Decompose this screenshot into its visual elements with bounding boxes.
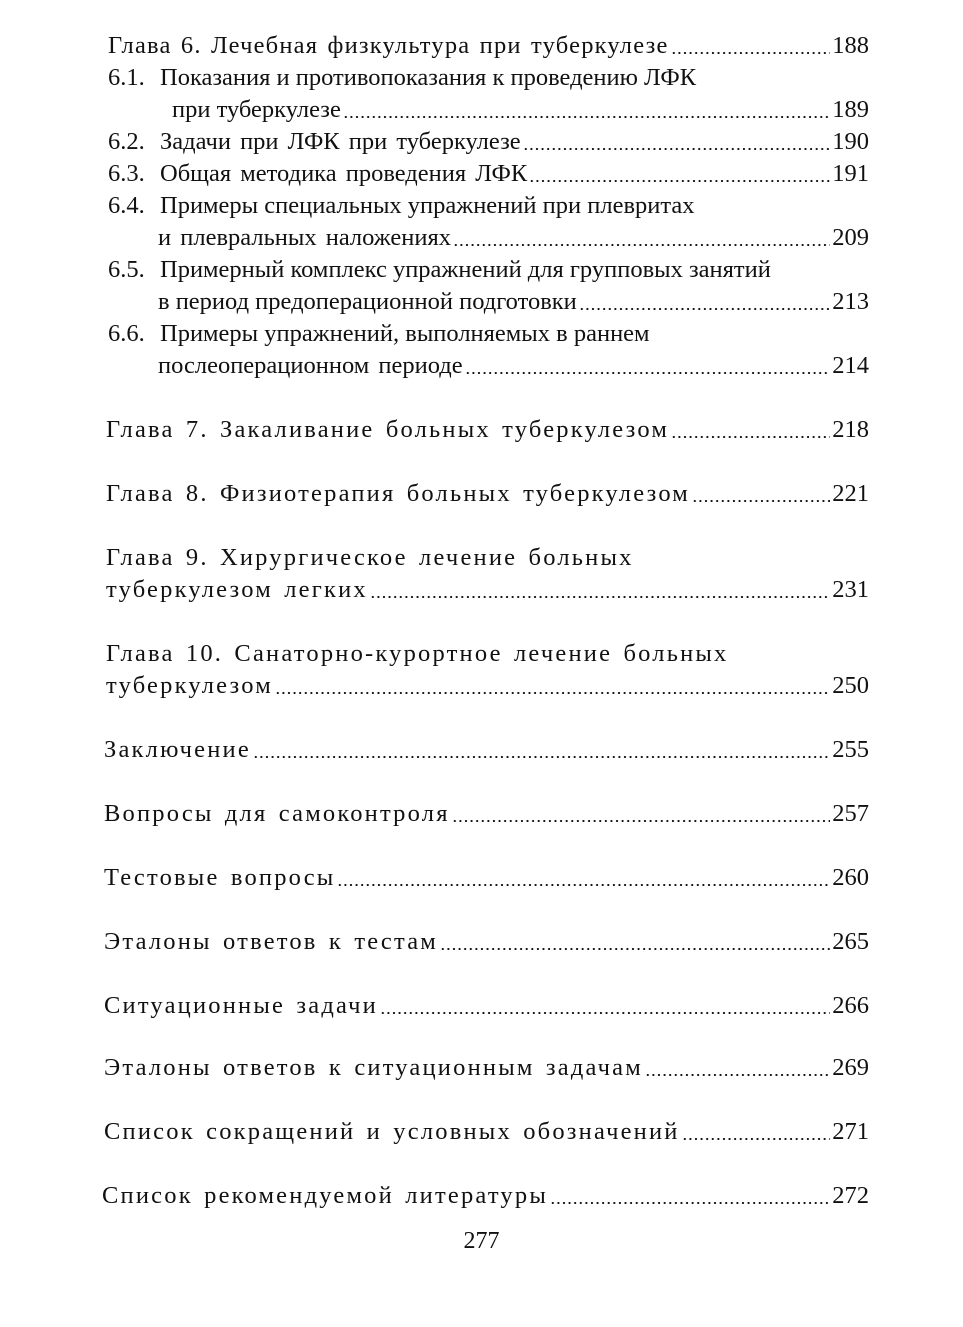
dot-leader: [529, 159, 830, 183]
dot-leader: [370, 575, 830, 599]
page-number: 277: [463, 1228, 500, 1254]
toc-page-number: 266: [832, 992, 869, 1019]
toc-page-number: 255: [832, 736, 869, 763]
toc-entry-title: Глава 10. Санаторно-курортное лечение больных: [106, 640, 729, 667]
toc-entry-title: Примеры специальных упражнений при плевритах: [160, 192, 695, 219]
dot-leader: [275, 671, 830, 695]
dot-leader: [645, 1053, 830, 1077]
toc-entry-abbreviations: [0, 1116, 963, 1148]
dot-leader: [253, 735, 830, 759]
dot-leader: [337, 863, 830, 887]
toc-page-number: 257: [832, 800, 869, 827]
section-number: 6.4.: [108, 192, 145, 219]
toc-entry-section-6-5-cont: [0, 286, 963, 318]
toc-page-number: 190: [832, 128, 869, 155]
toc-entry-chapter-10-cont: [0, 670, 963, 702]
toc-entry-title: Глава 8. Физиотерапия больных туберкулезом: [106, 480, 691, 507]
toc-page-number: 213: [832, 288, 869, 315]
dot-leader: [550, 1181, 830, 1205]
toc-entry-chapter-8: [0, 478, 963, 510]
toc-entry-title-cont: туберкулезом легких: [106, 576, 368, 603]
toc-page-number: 250: [832, 672, 869, 699]
section-number: 6.1.: [108, 64, 145, 91]
toc-entry-title-cont: туберкулезом: [106, 672, 273, 699]
dot-leader: [692, 479, 830, 503]
toc-entry-title: Ситуационные задачи: [104, 992, 378, 1019]
toc-entry-title: Примеры упражнений, выполняемых в раннем: [160, 320, 650, 347]
toc-entry-title: Список рекомендуемой литературы: [102, 1182, 548, 1209]
toc-entry-title: Показания и противопоказания к проведению ЛФК: [160, 64, 697, 91]
toc-entry-title-cont: в период предоперационной подготовки: [158, 288, 577, 315]
toc-entry-title-cont: и плевральных наложениях: [158, 224, 451, 251]
dot-leader: [453, 223, 830, 247]
dot-leader: [671, 415, 830, 439]
toc-entry-section-6-1: [0, 62, 963, 94]
toc-entry-chapter-10: [0, 638, 963, 670]
toc-entry-section-6-6: [0, 318, 963, 350]
toc-entry-title: Глава 6. Лечебная физкультура при туберкулезе: [108, 32, 669, 59]
toc-entry-section-6-4-cont: [0, 222, 963, 254]
toc-page-number: 218: [832, 416, 869, 443]
toc-page-number: 189: [832, 96, 869, 123]
toc-entry-title: Общая методика проведения ЛФК: [160, 160, 528, 187]
toc-entry-title: Глава 9. Хирургическое лечение больных: [106, 544, 634, 571]
toc-entry-section-6-1-cont: [0, 94, 963, 126]
toc-page-number: 209: [832, 224, 869, 251]
dot-leader: [343, 95, 830, 119]
dot-leader: [465, 351, 831, 375]
toc-entry-title: Список сокращений и условных обозначений: [104, 1118, 680, 1145]
toc-entry-section-6-3: [0, 158, 963, 190]
toc-entry-section-6-4: [0, 190, 963, 222]
toc-page-number: 260: [832, 864, 869, 891]
toc-entry-title: Эталоны ответов к тестам: [104, 928, 438, 955]
toc-entry-chapter-7: [0, 414, 963, 446]
toc-entry-title: Эталоны ответов к ситуационным задачам: [104, 1054, 643, 1081]
dot-leader: [452, 799, 831, 823]
toc-entry-section-6-5: [0, 254, 963, 286]
toc-entry-title-cont: послеоперационном периоде: [158, 352, 463, 379]
toc-entry-title: Глава 7. Закаливание больных туберкулезом: [106, 416, 670, 443]
toc-entry-self-check-questions: [0, 798, 963, 830]
section-number: 6.2.: [108, 128, 145, 155]
toc-page-number: 188: [832, 32, 869, 59]
toc-entry-task-answers: [0, 1052, 963, 1084]
toc-entry-conclusion: [0, 734, 963, 766]
dot-leader: [671, 31, 831, 55]
toc-entry-situational-tasks: [0, 990, 963, 1022]
toc-page-number: 271: [832, 1118, 869, 1145]
toc-entry-title: Примерный комплекс упражнений для групповых занятий: [160, 256, 771, 283]
toc-entry-test-questions: [0, 862, 963, 894]
toc-entry-test-answers: [0, 926, 963, 958]
toc-page-number: 269: [832, 1054, 869, 1081]
dot-leader: [523, 127, 831, 151]
dot-leader: [440, 927, 830, 951]
toc-entry-chapter-9-cont: [0, 574, 963, 606]
toc-entry-title-cont: при туберкулезе: [172, 96, 341, 123]
section-number: 6.5.: [108, 256, 145, 283]
toc-entry-chapter-6: [0, 30, 963, 62]
toc-page-number: 272: [832, 1182, 869, 1209]
toc-page-number: 231: [832, 576, 869, 603]
toc-entry-section-6-6-cont: [0, 350, 963, 382]
dot-leader: [682, 1117, 831, 1141]
toc-page-number: 214: [832, 352, 869, 379]
toc-page-number: 191: [832, 160, 869, 187]
toc-entry-title: Задачи при ЛФК при туберкулезе: [160, 128, 521, 155]
toc-entry-chapter-9: [0, 542, 963, 574]
section-number: 6.3.: [108, 160, 145, 187]
dot-leader: [579, 287, 830, 311]
toc-page-number: 265: [832, 928, 869, 955]
toc-entry-literature: [0, 1180, 963, 1212]
section-number: 6.6.: [108, 320, 145, 347]
toc-page-number: 221: [832, 480, 869, 507]
toc-entry-title: Тестовые вопросы: [104, 864, 336, 891]
toc-entry-title: Заключение: [104, 736, 251, 763]
toc-entry-section-6-2: [0, 126, 963, 158]
toc-entry-title: Вопросы для самоконтроля: [104, 800, 450, 827]
dot-leader: [380, 991, 830, 1015]
